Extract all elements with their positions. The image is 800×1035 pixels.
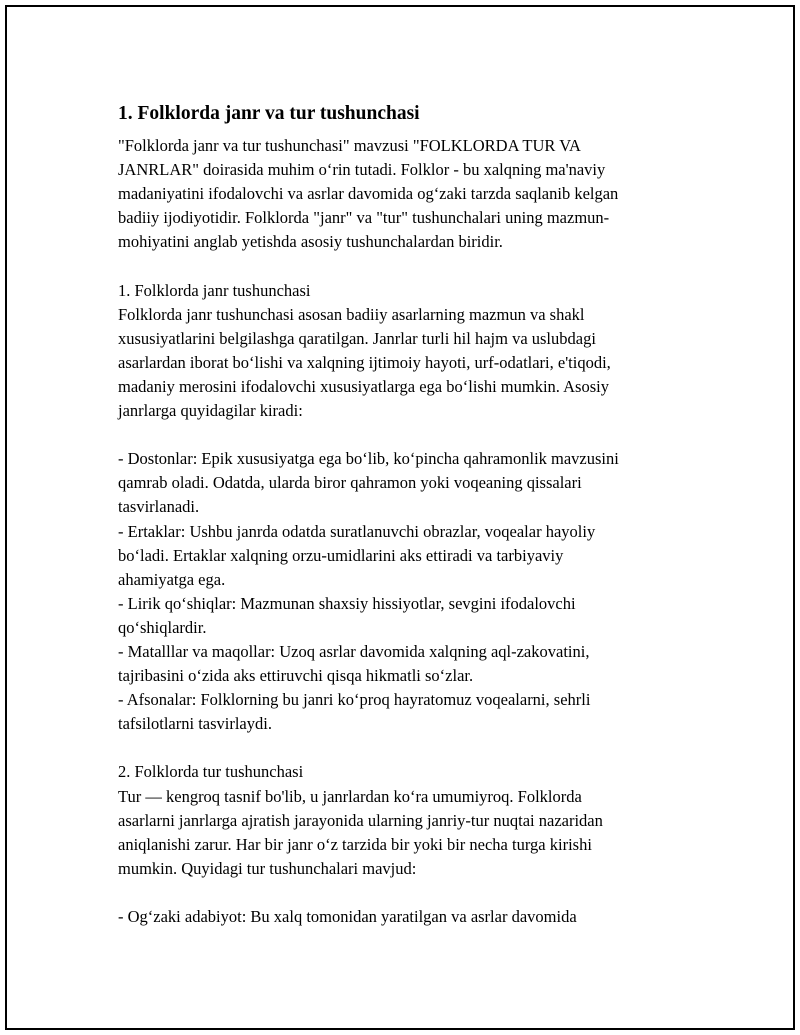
list-item: - Lirik qo‘shiqlar: Mazmunan shaxsiy hissiyotlar, sevgini ifodalovchi <box>118 593 576 613</box>
document-title: 1. Folklorda janr va tur tushunchasi <box>118 103 420 124</box>
page-frame <box>5 5 795 1030</box>
list-item: - Dostonlar: Epik xususiyatga ega bo‘lib, ko‘pincha qahramonlik mavzusini <box>118 449 619 469</box>
list-item: tasvirlanadi. <box>118 497 200 517</box>
list-item: qo‘shiqlardir. <box>118 617 207 637</box>
list-item: - Afsonalar: Folklorning bu janri ko‘proq hayratomuz voqealarni, sehrli <box>118 690 591 710</box>
text-line: xususiyatlarini belgilashga qaratilgan. Janrlar turli hil hajm va uslubdagi <box>118 328 596 348</box>
paragraph-gap <box>118 881 688 905</box>
list-item: - Og‘zaki adabiyot: Bu xalq tomonidan yaratilgan va asrlar davomida <box>118 907 577 926</box>
text-line: janrlarga quyidagilar kiradi: <box>118 401 303 421</box>
text-line: mohiyatini anglab yetishda asosiy tushunchalardan biridir. <box>118 232 503 252</box>
text-line: Folklorda janr tushunchasi asosan badiiy asarlarning mazmun va shakl <box>118 304 585 324</box>
text-line: madaniyatini ifodalovchi va asrlar davomida og‘zaki tarzda saqlanib kelgan <box>118 184 619 204</box>
text-line: asarlardan iborat bo‘lishi va xalqning ijtimoiy hayoti, urf-odatlari, e'tiqodi, <box>118 352 611 372</box>
paragraph-gap <box>118 736 688 760</box>
list-item: qamrab oladi. Odatda, ularda biror qahramon yoki voqeaning qissalari <box>118 473 582 493</box>
text-line: asarlarni janrlarga ajratish jarayonida ularning janriy-tur nuqtai nazaridan <box>118 810 603 830</box>
list-item: ahamiyatga ega. <box>118 569 226 589</box>
list-item: - Matalllar va maqollar: Uzoq asrlar davomida xalqning aql-zakovatini, <box>118 641 590 661</box>
text-line: "Folklorda janr va tur tushunchasi" mavzusi "FOLKLORDA TUR VA <box>118 136 581 155</box>
section-heading: 1. Folklorda janr tushunchasi <box>118 280 311 300</box>
intro-paragraph <box>118 134 688 254</box>
section-tur <box>118 760 688 880</box>
tur-list <box>118 905 688 929</box>
text-line: aniqlanishi zarur. Har bir janr o‘z tarzida bir yoki bir necha turga kirishi <box>118 834 592 854</box>
list-item: bo‘ladi. Ertaklar xalqning orzu-umidlarini aks ettiradi va tarbiyaviy <box>118 545 564 565</box>
section-janr <box>118 279 688 424</box>
janr-list <box>118 447 688 736</box>
text-line: badiiy ijodiyotidir. Folklorda "janr" va "tur" tushunchalari uning mazmun- <box>118 208 610 228</box>
section-heading: 2. Folklorda tur tushunchasi <box>118 762 304 782</box>
text-line: madaniy merosini ifodalovchi xususiyatlarga ega bo‘lishi mumkin. Asosiy <box>118 376 609 396</box>
paragraph-gap <box>118 254 688 278</box>
document-body <box>118 93 688 929</box>
list-item: tajribasini o‘zida aks ettiruvchi qisqa hikmatli so‘zlar. <box>118 666 474 686</box>
text-line: mumkin. Quyidagi tur tushunchalari mavjud: <box>118 858 417 878</box>
text-line: Tur — kengroq tasnif bo'lib, u janrlardan ko‘ra umumiyroq. Folklorda <box>118 786 582 806</box>
text-line: JANRLAR" doirasida muhim o‘rin tutadi. Folklor - bu xalqning ma'naviy <box>118 160 606 180</box>
list-item: tafsilotlarni tasvirlaydi. <box>118 714 272 734</box>
list-item: - Ertaklar: Ushbu janrda odatda suratlanuvchi obrazlar, voqealar hayoliy <box>118 521 596 541</box>
paragraph-gap <box>118 423 688 447</box>
